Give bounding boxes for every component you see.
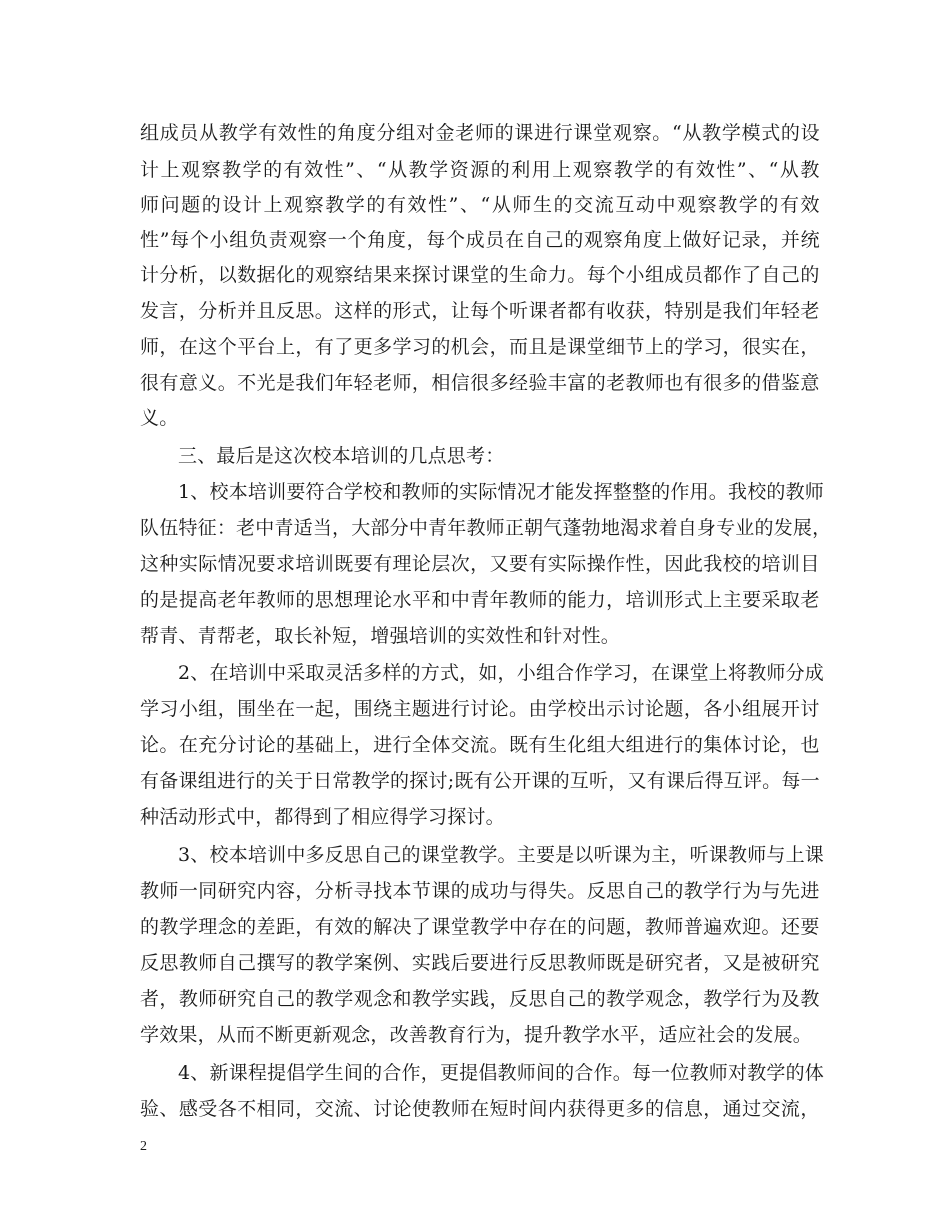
text-line: 师 问 题 的 设 计 上 观 察 教 学 的 有 效 性 ” 、 “ 从 师 生 的 交 流 互 动 中 观 察 教 学 的 有 效: [140, 194, 820, 216]
text-line: 有 备 课 组 进 行 的 关 于 日 常 教 学 的 探 讨 ; 既 有 公 开 课 的 互 听 ， 又 有 课 后 得 互 评 。 每 一: [140, 770, 820, 792]
text-line: 队 伍 特 征 ： 老 中 青 适 当 ， 大 部 分 中 青 年 教 师 正 朝 气 蓬 勃 地 渴 求 着 自 身 专 业 的 发 展 ，: [140, 517, 832, 539]
text-line: 2 、 在 培 训 中 采 取 灵 活 多 样 的 方 式 ， 如 ， 小 组 合 作 学 习 ， 在 课 堂 上 将 教 师 分 成: [178, 662, 824, 684]
text-line: 论 。 在 充 分 讨 论 的 基 础 上 ， 进 行 全 体 交 流 。 既 有 生 化 组 大 组 进 行 的 集 体 讨 论 ， 也: [140, 734, 820, 756]
text-line: 4 、 新 课 程 提 倡 学 生 间 的 合 作 ， 更 提 倡 教 师 间 的 合 作 。 每 一 位 教 师 对 教 学 的 体: [178, 1062, 824, 1084]
text-line: 的 是 提 高 老 年 教 师 的 思 想 理 论 水 平 和 中 青 年 教 师 的 能 力 ， 培 训 形 式 上 主 要 采 取 老: [140, 589, 820, 611]
text-line: 验 、 感 受 各 不 相 同 ， 交 流 、 讨 论 使 教 师 在 短 时 间 内 获 得 更 多 的 信 息 ， 通 过 交 流 ，: [140, 1098, 820, 1120]
text-line: 者 ， 教 师 研 究 自 己 的 教 学 观 念 和 教 学 实 践 ， 反 思 自 己 的 教 学 观 念 ， 教 学 行 为 及 教: [140, 988, 820, 1010]
text-line: 计 分 析 ， 以 数 据 化 的 观 察 结 果 来 探 讨 课 堂 的 生 命 力 。 每 个 小 组 成 员 都 作 了 自 己 的: [140, 264, 820, 286]
text-line: 帮青、青帮老，取长补短，增强培训的实效性和针对性。: [140, 625, 621, 647]
text-line: 学 习 小 组 ， 围 坐 在 一 起 ， 围 绕 主 题 进 行 讨 论 。 由 学 校 出 示 讨 论 题 ， 各 小 组 展 开 讨: [140, 698, 820, 720]
page-number: 2: [140, 1139, 147, 1154]
text-line: 性 ” 每 个 小 组 负 责 观 察 一 个 角 度 ， 每 个 成 员 在 自 己 的 观 察 角 度 上 做 好 记 录 ， 并 统: [140, 229, 820, 251]
text-line: 计 上 观 察 教 学 的 有 效 性 ” 、 “ 从 教 学 资 源 的 利 用 上 观 察 教 学 的 有 效 性 ” 、 “ 从 教: [140, 159, 820, 181]
text-line: 发 言 ， 分 析 并 且 反 思 。 这 样 的 形 式 ， 让 每 个 听 课 者 都 有 收 获 ， 特 别 是 我 们 年 轻 老: [140, 300, 820, 322]
text-line: 的 教 学 理 念 的 差 距 ， 有 效 的 解 决 了 课 堂 教 学 中 存 在 的 问 题 ， 教 师 普 遍 欢 迎 。 还 要: [140, 916, 820, 938]
text-line: 反 思 教 师 自 己 撰 写 的 教 学 案 例 、 实 践 后 要 进 行 反 思 教 师 既 是 研 究 者 ， 又 是 被 研 究: [140, 952, 820, 974]
text-line: 组 成 员 从 教 学 有 效 性 的 角 度 分 组 对 金 老 师 的 课 进 行 课 堂 观 察 。 “ 从 教 学 模 式 的 设: [140, 122, 820, 144]
text-line: 很 有 意 义 。 不 光 是 我 们 年 轻 老 师 ， 相 信 很 多 经 验 丰 富 的 老 教 师 也 有 很 多 的 借 鉴 意: [140, 372, 820, 394]
text-line: 师 ， 在 这 个 平 台 上 ， 有 了 更 多 学 习 的 机 会 ， 而 且 是 课 堂 细 节 上 的 学 习 ， 很 实 在 ，: [140, 336, 820, 358]
text-line: 教 师 一 同 研 究 内 容 ， 分 析 寻 找 本 节 课 的 成 功 与 得 失 。 反 思 自 己 的 教 学 行 为 与 先 进: [140, 880, 820, 902]
text-line: 种活动形式中，都得到了相应得学习探讨。: [140, 806, 505, 828]
text-line: 这 种 实 际 情 况 要 求 培 训 既 要 有 理 论 层 次 ， 又 要 有 实 际 操 作 性 ， 因 此 我 校 的 培 训 目: [140, 553, 820, 575]
text-line: 义。: [140, 407, 179, 429]
text-line: 3 、 校 本 培 训 中 多 反 思 自 己 的 课 堂 教 学 。 主 要 是 以 听 课 为 主 ， 听 课 教 师 与 上 课: [178, 844, 824, 866]
text-line: 学效果，从而不断更新观念，改善教育行为，提升教学水平，适应社会的发展。: [140, 1024, 813, 1046]
text-line: 1 、 校 本 培 训 要 符 合 学 校 和 教 师 的 实 际 情 况 才 能 发 挥 整 整 的 作 用 。 我 校 的 教 师: [178, 481, 824, 503]
text-line: 三、最后是这次校本培训的几点思考：: [178, 445, 505, 467]
